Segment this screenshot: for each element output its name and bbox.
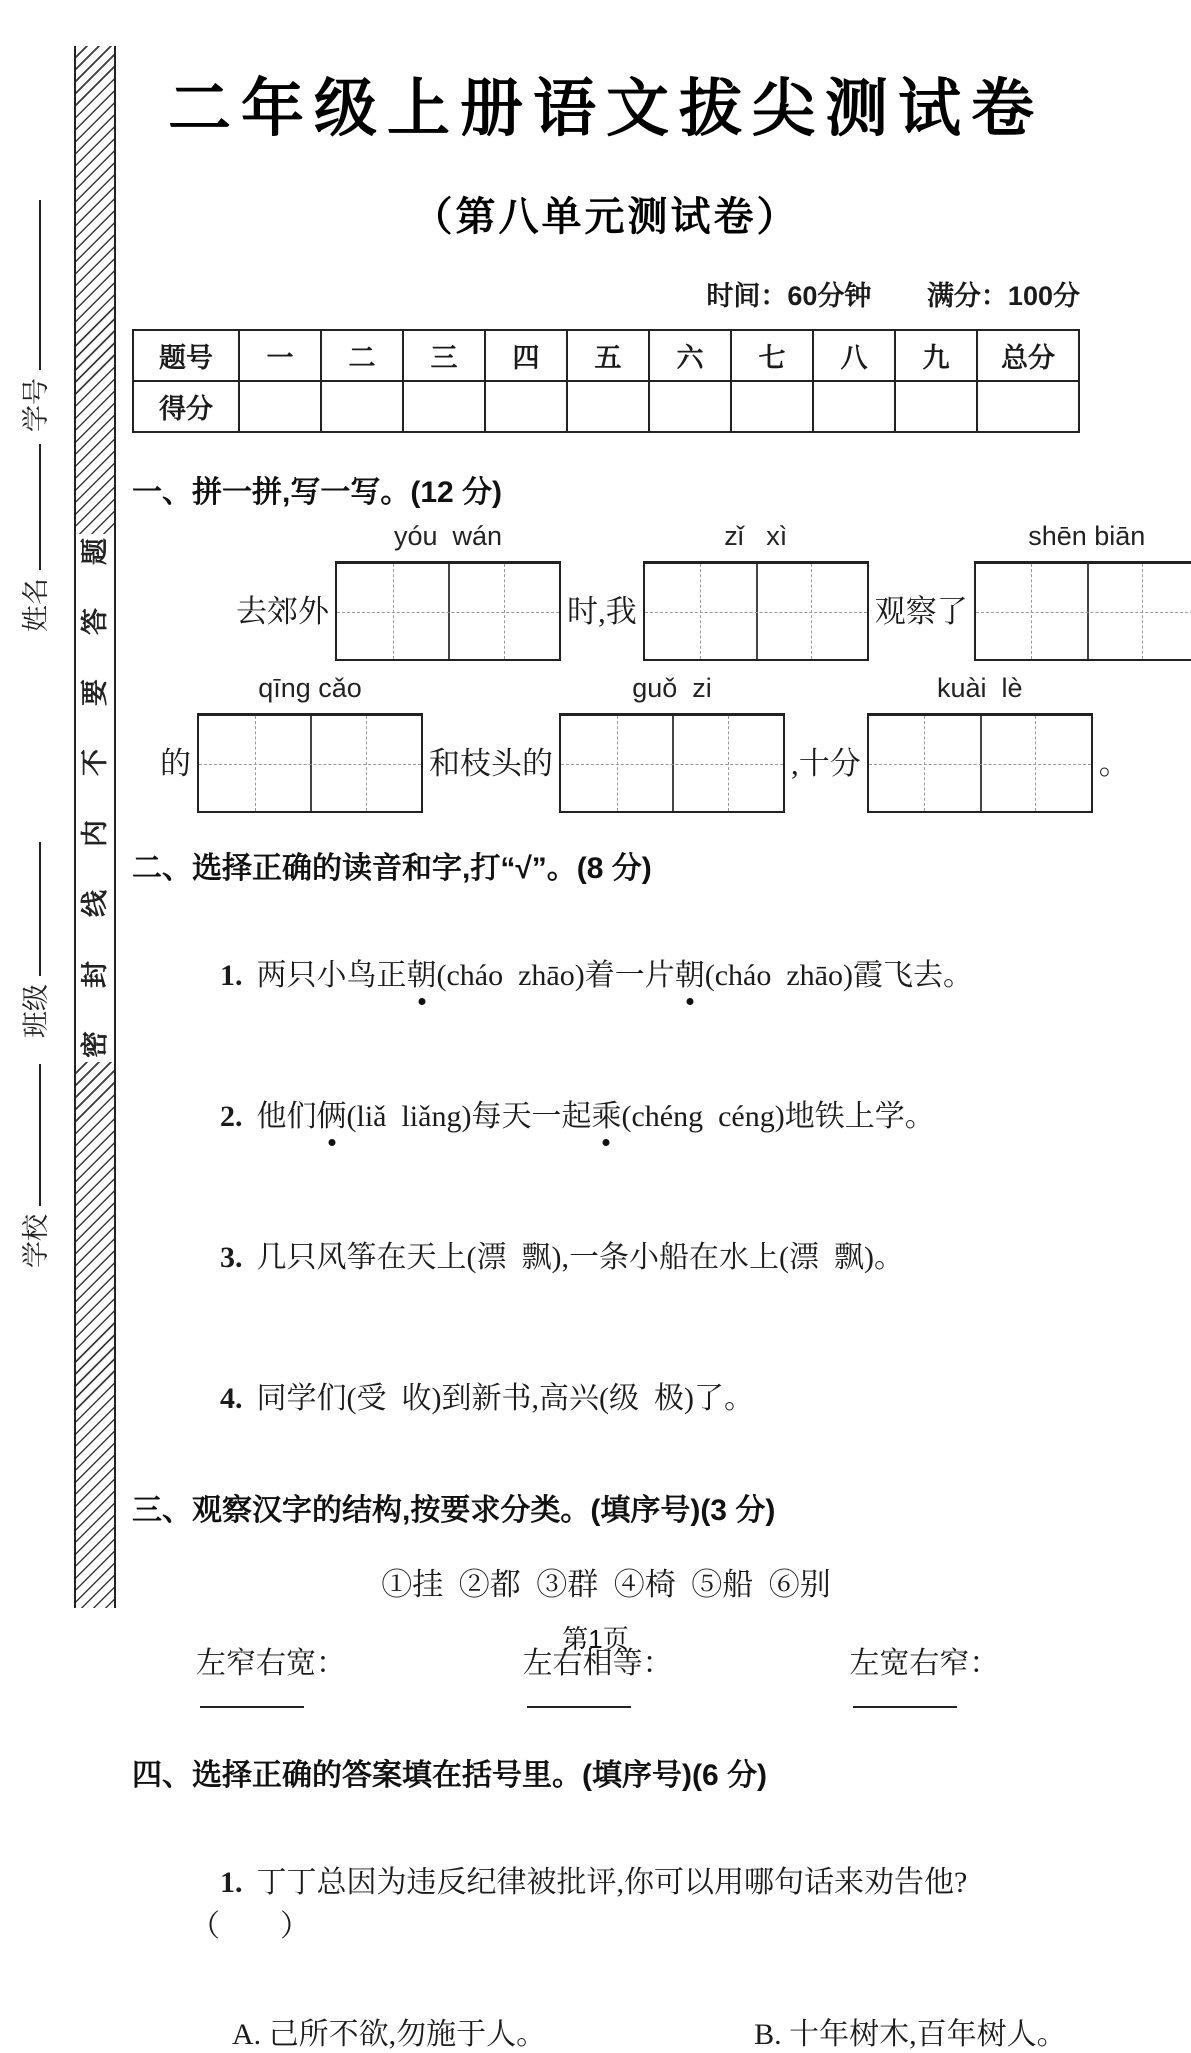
score-table: [132, 329, 1080, 433]
pinyin-label: qīng cǎo: [258, 673, 362, 703]
col-7: 七: [731, 330, 813, 381]
item-number: 2.: [220, 1100, 243, 1133]
item-text: (chéng céng)地铁上学。: [621, 1100, 935, 1133]
pinyin-label: kuài lè: [936, 673, 1023, 703]
pinyin-block-qingcao: [197, 673, 423, 813]
student-name-label: 姓名: [20, 578, 51, 632]
class-label: 左右相等：: [522, 1647, 673, 1680]
class-blank-line: [25, 842, 41, 976]
item-number: 1.: [220, 1866, 243, 1899]
score-cell: [403, 381, 485, 432]
seal-char: 答: [79, 608, 110, 636]
hatch-pattern-top: [76, 46, 114, 534]
pinyin-label: yóu wán: [393, 521, 503, 551]
emphasized-char: 乘: [591, 1091, 621, 1135]
answer-blank: [853, 1684, 957, 1708]
section-2-heading: 二、选择正确的读音和字,打“√”。(8 分): [132, 852, 652, 885]
pinyin-block-guozi: [559, 673, 785, 813]
student-id-field: [12, 200, 54, 432]
score-cell: [813, 381, 895, 432]
col-total: 总分: [977, 330, 1079, 381]
answer-blank: [200, 1684, 304, 1708]
row1-text-3: 观察了: [874, 594, 968, 629]
score-cell: [649, 381, 731, 432]
school-label: 学校: [20, 1214, 51, 1268]
student-id-label: 学号: [20, 378, 51, 432]
col-6: 六: [649, 330, 731, 381]
row2-text-4: 。: [1098, 746, 1130, 781]
full-score: 满分：100分: [926, 281, 1080, 311]
score-label: 得分: [133, 381, 239, 432]
seal-char: 内: [79, 819, 110, 847]
score-table-score-row: [133, 381, 1079, 432]
emphasized-char: 朝: [675, 950, 705, 994]
page-number: 第1页: [562, 1624, 629, 1654]
score-cell: [485, 381, 567, 432]
row2-text-2: 和枝头的: [429, 746, 553, 781]
student-name-blank-line: [25, 444, 41, 570]
item-text: 他们: [256, 1100, 317, 1133]
pinyin-block-shenbian: [974, 521, 1191, 661]
question-item-3: [190, 1198, 1080, 1310]
item-number: 3.: [220, 1241, 243, 1274]
student-name-field: [12, 444, 54, 632]
row1-text-2: 时,我: [567, 594, 637, 629]
pinyin-label: zǐ xì: [724, 521, 788, 551]
col-8: 八: [813, 330, 895, 381]
question-item-2: [190, 1057, 1080, 1169]
seal-warning-text: [76, 534, 114, 1062]
item-text: (cháo zhāo)着一片: [436, 959, 675, 992]
student-id-blank-line: [25, 200, 41, 370]
col-5: 五: [567, 330, 649, 381]
question-number-label: 题号: [133, 330, 239, 381]
pinyin-block-kuaile: [867, 673, 1093, 813]
seal-char: 不: [79, 749, 110, 777]
emphasized-char: 朝: [407, 950, 437, 994]
pinyin-label: shēn biān: [1028, 521, 1146, 551]
section-3-heading: 三、观察汉字的结构,按要求分类。(填序号)(3 分): [132, 1494, 776, 1527]
exam-meta: [132, 274, 1080, 313]
pinyin-label: guǒ zi: [632, 673, 712, 703]
time-limit: 时间：60分钟: [706, 281, 872, 311]
paper-subtitle: （第八单元测试卷）: [412, 195, 800, 239]
item-number: 1.: [220, 959, 243, 992]
seal-char: 题: [79, 538, 110, 565]
paper-body: [132, 0, 1146, 2053]
writing-grid: [867, 713, 1093, 813]
item-text: 同学们(受 收)到新书,高兴(级 极)了。: [256, 1382, 754, 1415]
row2-text-1: 的: [160, 746, 191, 781]
item-text: 两只小鸟正: [256, 959, 407, 992]
item-number: 4.: [220, 1382, 243, 1415]
class-label: 左窄右宽：: [196, 1647, 346, 1680]
item-text: (liǎ liǎng)每天一起: [346, 1100, 592, 1133]
school-field: [12, 1064, 54, 1268]
score-cell: [895, 381, 977, 432]
option-a: A. 己所不欲,勿施于人。: [232, 2018, 547, 2051]
section-1-heading: 一、拼一拼,写一写。(12 分): [132, 476, 503, 509]
seal-char: 密: [79, 1030, 110, 1058]
pinyin-block-youwan: [335, 521, 561, 661]
writing-grid: [643, 561, 869, 661]
seal-line-strip: [74, 46, 116, 1608]
options-row: [232, 2009, 1080, 2053]
score-cell: [321, 381, 403, 432]
section-4-heading: 四、选择正确的答案填在括号里。(填序号)(6 分): [132, 1759, 767, 1792]
score-cell: [239, 381, 321, 432]
score-cell: [567, 381, 649, 432]
row1-text-1: 去郊外: [236, 594, 329, 629]
paper-title: 二年级上册语文拔尖测试卷: [168, 74, 1044, 144]
character-options-line: ①挂 ②都 ③群 ④椅 ⑤船 ⑥别: [381, 1567, 831, 1602]
pinyin-block-zixi: [643, 521, 869, 661]
answer-blank: [527, 1684, 631, 1708]
question-item-1: [190, 916, 1080, 1028]
col-9: 九: [895, 330, 977, 381]
school-blank-line: [25, 1064, 41, 1206]
emphasized-char: 俩: [317, 1091, 347, 1135]
item-text: (cháo zhāo)霞飞去。: [704, 959, 973, 992]
seal-char: 要: [79, 678, 110, 706]
seal-char: 线: [79, 890, 110, 918]
pinyin-row-1: [236, 521, 1146, 661]
seal-char: 封: [79, 960, 110, 988]
score-cell: [731, 381, 813, 432]
col-3: 三: [403, 330, 485, 381]
item-text: 几只风筝在天上(漂 飘),一条小船在水上(漂 飘)。: [256, 1241, 904, 1274]
question-item-4: [190, 1339, 1080, 1451]
writing-grid: [335, 561, 561, 661]
writing-grid: [197, 713, 423, 813]
question-item-s4-1: [190, 1823, 1080, 1979]
writing-grid: [559, 713, 785, 813]
col-2: 二: [321, 330, 403, 381]
class-label: 班级: [20, 984, 51, 1038]
option-b: B. 十年树木,百年树人。: [754, 2018, 1067, 2051]
class-field: [12, 842, 54, 1038]
item-text: 丁丁总因为违反纪律被批评,你可以用哪句话来劝告他?（ ）: [190, 1866, 968, 1943]
hatch-pattern-bottom: [76, 1062, 114, 1608]
col-4: 四: [485, 330, 567, 381]
class-label: 左宽右窄：: [849, 1647, 1000, 1680]
row2-text-3: ,十分: [791, 746, 861, 781]
score-cell: [977, 381, 1079, 432]
writing-grid: [974, 561, 1191, 661]
pinyin-row-2: [160, 673, 1130, 813]
score-table-header-row: [133, 330, 1079, 381]
col-1: 一: [239, 330, 321, 381]
